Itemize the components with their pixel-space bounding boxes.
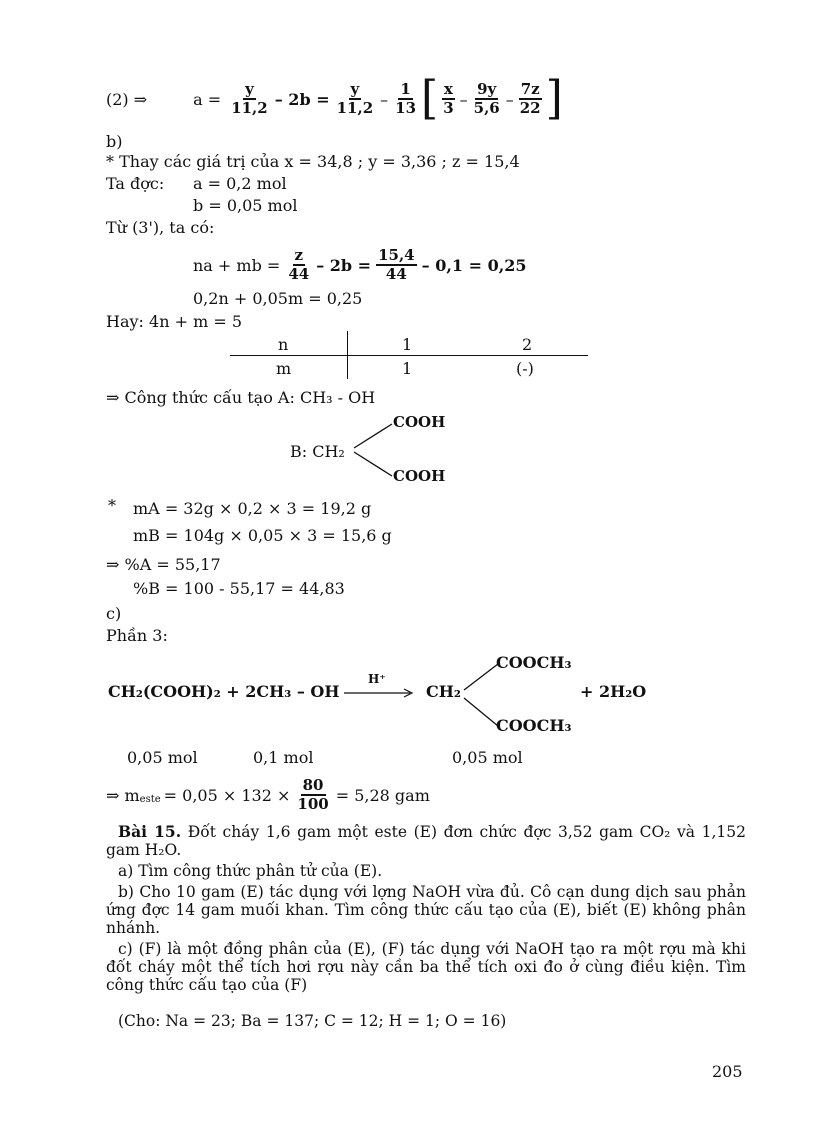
part-b-label: b) bbox=[106, 132, 123, 151]
eq2-fraction-1: $\frac{y}{11,2}$ bbox=[231, 80, 268, 117]
cooh-bottom: COOH bbox=[393, 467, 446, 485]
reaction-reactants: CH₂(COOH)₂ + 2CH₃ – OH bbox=[108, 682, 340, 701]
eq2-minus-2: – bbox=[459, 89, 468, 109]
bond-line-top bbox=[354, 424, 392, 448]
structural-formula-b: B: CH₂ bbox=[290, 442, 345, 461]
fraction-15-4-over-44: $\frac{15,4}{44}$ bbox=[378, 246, 415, 283]
table-cell: 1 bbox=[402, 359, 413, 378]
reaction-arrow bbox=[344, 686, 416, 700]
product-water: + 2H₂O bbox=[580, 682, 647, 701]
part-c-label: c) bbox=[106, 604, 122, 623]
table-cell: 1 bbox=[402, 335, 413, 354]
eq2-fraction-2: $\frac{y}{11,2}$ bbox=[336, 80, 374, 117]
m-este-result: = 5,28 gam bbox=[335, 785, 430, 805]
structural-formula-a: ⇒ Công thức cấu tạo A: CH₃ - OH bbox=[106, 388, 376, 407]
mass-a: mA = 32g × 0,2 × 3 = 19,2 g bbox=[133, 499, 372, 518]
tu-3-label: Từ (3'), ta có: bbox=[106, 218, 215, 237]
eq2-fraction-3: $\frac{1}{13}$ bbox=[395, 80, 417, 117]
m-este-subscript: este bbox=[139, 793, 161, 805]
bai-15-intro bbox=[106, 823, 746, 859]
b-value: b = 0,05 mol bbox=[193, 196, 298, 215]
table-cell: (-) bbox=[516, 359, 534, 378]
fraction-80-over-100: $\frac{80}{100}$ bbox=[297, 776, 329, 813]
bond-lines bbox=[350, 418, 396, 480]
eq2-fraction-6: $\frac{7z}{22}$ bbox=[519, 80, 541, 117]
mol-reactant-1: 0,05 mol bbox=[127, 748, 198, 767]
na-mb-equation bbox=[193, 244, 527, 286]
bai-15-text: Đốt cháy 1,6 gam một este (E) đơn chức đợc 3,52 gam CO₂ và 1,152 gam H₂O. bbox=[106, 823, 746, 859]
eq2-fraction-4: $\frac{x}{3}$ bbox=[443, 80, 454, 117]
z-over-44: $\frac{z}{44}$ bbox=[288, 246, 310, 283]
part-b-substitution: * Thay các giá trị của x = 34,8 ; y = 3,36 ; z = 15,4 bbox=[106, 152, 520, 171]
table-cell: 2 bbox=[522, 335, 533, 354]
given-atomic-masses: (Cho: Na = 23; Ba = 137; C = 12; H = 1; O = 16) bbox=[118, 1012, 507, 1030]
question-a: a) Tìm công thức phân tử của (E). bbox=[118, 862, 383, 880]
mol-product: 0,05 mol bbox=[452, 748, 523, 767]
product-ch2: CH₂ bbox=[426, 682, 461, 701]
mass-ester-equation bbox=[106, 774, 430, 816]
m-este-prefix: ⇒ m bbox=[106, 785, 140, 805]
product-cooch3-top: COOCH₃ bbox=[496, 653, 572, 672]
bai-15-title: Bài 15. bbox=[118, 822, 182, 841]
eq2-minus-3: – bbox=[505, 89, 514, 109]
product-bond-bottom bbox=[464, 698, 498, 726]
n-m-table bbox=[230, 331, 588, 379]
mass-b: mB = 104g × 0,05 × 3 = 15,6 g bbox=[133, 526, 392, 545]
eq2-label: (2) ⇒ bbox=[106, 89, 148, 109]
table-cell: n bbox=[278, 335, 289, 354]
hay-equation: Hay: 4n + m = 5 bbox=[106, 312, 242, 331]
na-mb-middle: – 2b = bbox=[316, 255, 372, 275]
product-bond-top bbox=[464, 664, 498, 690]
equation-2 bbox=[106, 71, 564, 126]
eq2-minus-2b: – 2b = bbox=[274, 89, 330, 109]
na-mb-rhs: – 0,1 = 0,25 bbox=[421, 255, 527, 275]
eq2-minus: – bbox=[380, 89, 389, 109]
a-value: a = 0,2 mol bbox=[193, 174, 287, 193]
eq2-close-bracket: ] bbox=[545, 71, 563, 126]
eq2-fraction-5: $\frac{9y}{5,6}$ bbox=[473, 80, 500, 117]
question-b: b) Cho 10 gam (E) tác dụng với lợng NaOH vừa đủ. Cô cạn dung dịch sau phản ứng đợc 14 gam muối khan. Tìm công thức cấu tạo của (E), biết (E) không phân nhánh. bbox=[106, 883, 746, 937]
linear-equation: 0,2n + 0,05m = 0,25 bbox=[193, 289, 363, 308]
percent-b: %B = 100 - 55,17 = 44,83 bbox=[133, 579, 345, 598]
catalyst-h-plus: H⁺ bbox=[368, 672, 386, 686]
mol-reactant-2: 0,1 mol bbox=[253, 748, 314, 767]
percent-a: ⇒ %A = 55,17 bbox=[106, 555, 221, 574]
page-number: 205 bbox=[712, 1062, 743, 1081]
product-cooch3-bottom: COOCH₃ bbox=[496, 716, 572, 735]
m-este-middle: = 0,05 × 132 × bbox=[163, 785, 291, 805]
eq2-open-bracket: [ bbox=[421, 71, 439, 126]
eq2-lhs: a = bbox=[193, 89, 222, 109]
na-mb-lhs: na + mb = bbox=[193, 255, 281, 275]
bond-line-bottom bbox=[354, 452, 392, 476]
question-c: c) (F) là một đồng phân của (E), (F) tác dụng với NaOH tạo ra một rợu mà khi đốt cháy một thể tích hơi rợu này cần ba thể tích oxi đo ở cùng điều kiện. Tìm công thức cấu tạo của (F) bbox=[106, 940, 746, 994]
product-bond-lines bbox=[460, 660, 502, 730]
table-cell: m bbox=[276, 359, 292, 378]
cooh-top: COOH bbox=[393, 413, 446, 431]
ta-duoc-label: Ta đợc: bbox=[106, 174, 165, 193]
phan-3-label: Phần 3: bbox=[106, 626, 168, 645]
star-mark: * bbox=[108, 496, 116, 515]
